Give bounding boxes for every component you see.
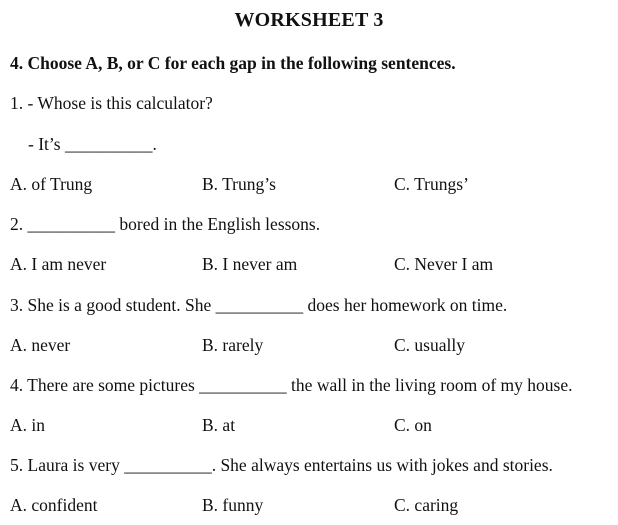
question-4-line-1: 4. There are some pictures __________ the wall in the living room of my house. bbox=[10, 375, 573, 395]
question-3-option-b: B. rarely bbox=[202, 335, 264, 355]
question-5-option-a: A. confident bbox=[10, 495, 98, 515]
question-2-option-b: B. I never am bbox=[202, 254, 298, 274]
question-1-line-1: 1. - Whose is this calculator? bbox=[10, 93, 213, 113]
question-5-option-c: C. caring bbox=[394, 495, 459, 515]
exercise-instruction: 4. Choose A, B, or C for each gap in the following sentences. bbox=[10, 53, 456, 73]
question-2-option-a: A. I am never bbox=[10, 254, 107, 274]
question-1-option-a: A. of Trung bbox=[10, 174, 93, 194]
question-4-option-a: A. in bbox=[10, 415, 45, 435]
question-5-line-1: 5. Laura is very __________. She always entertains us with jokes and stories. bbox=[10, 455, 553, 475]
question-1-option-b: B. Trung’s bbox=[202, 174, 276, 194]
question-3-line-1: 3. She is a good student. She __________ does her homework on time. bbox=[10, 295, 508, 315]
question-1-line-2: - It’s __________. bbox=[28, 134, 157, 154]
question-4-option-c: C. on bbox=[394, 415, 432, 435]
question-3-option-c: C. usually bbox=[394, 335, 465, 355]
question-3-option-a: A. never bbox=[10, 335, 71, 355]
question-1-option-c: C. Trungs’ bbox=[394, 174, 469, 194]
worksheet-title: WORKSHEET 3 bbox=[234, 9, 384, 31]
question-2-option-c: C. Never I am bbox=[394, 254, 494, 274]
question-4-option-b: B. at bbox=[202, 415, 236, 435]
question-2-line-1: 2. __________ bored in the English lessons. bbox=[10, 214, 321, 234]
question-5-option-b: B. funny bbox=[202, 495, 264, 515]
